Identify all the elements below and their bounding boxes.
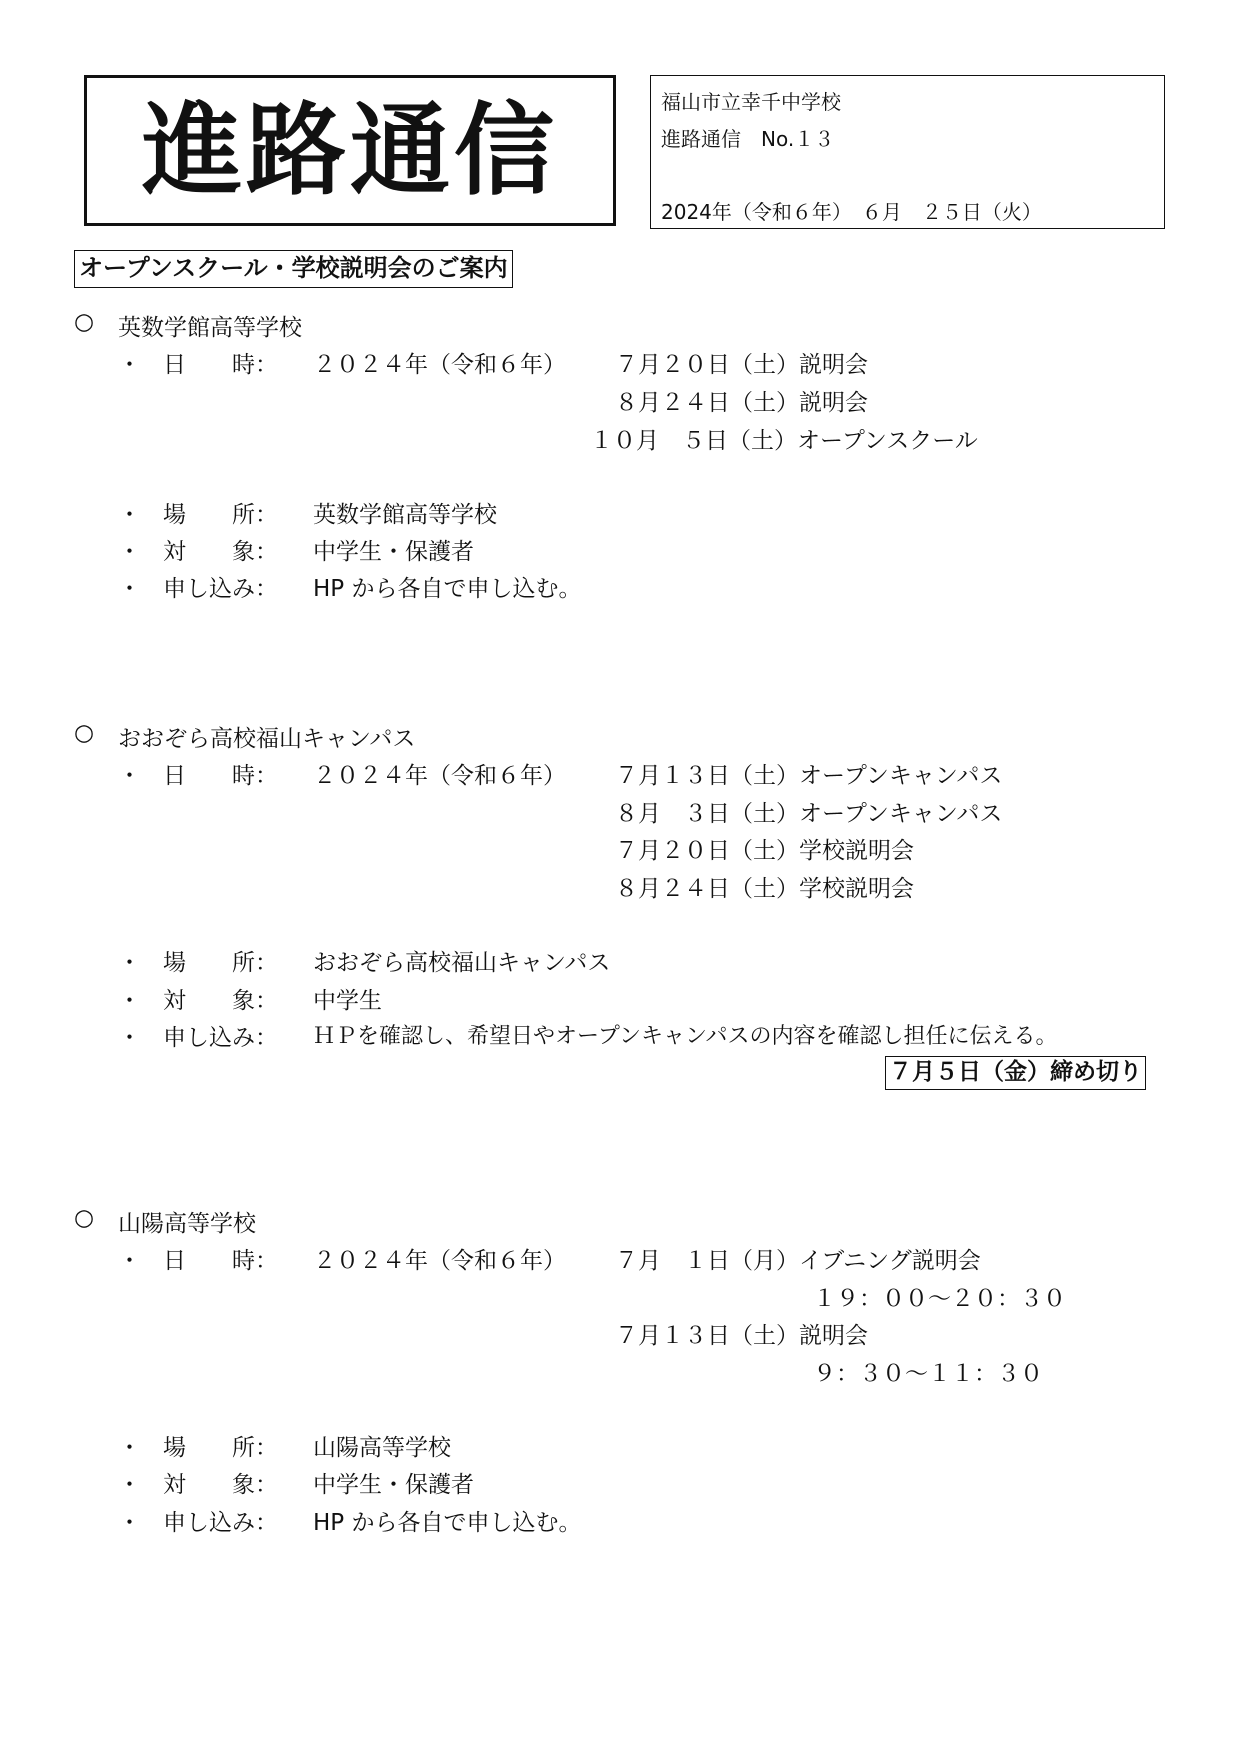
school-name: 英数学館高等学校: [118, 315, 302, 341]
place-value: 山陽高等学校: [313, 1435, 451, 1461]
apply-label: 申し込み：: [163, 1025, 278, 1051]
bullet: ・: [118, 1435, 141, 1461]
schedule-time: １９：００～２０：３０: [813, 1286, 1066, 1312]
bullet: ・: [118, 352, 141, 378]
school-name: おおぞら高校福山キャンパス: [118, 726, 416, 752]
schedule-item: ７月１３日（土）説明会: [615, 1323, 868, 1349]
school-name: 福山市立幸千中学校: [661, 90, 841, 114]
circle-marker: ○: [74, 309, 95, 335]
bullet: ・: [118, 950, 141, 976]
newsletter-title-box: [84, 75, 616, 226]
target-value: 中学生・保護者: [313, 539, 474, 565]
circle-marker: ○: [74, 720, 95, 746]
place-value: 英数学館高等学校: [313, 502, 497, 528]
deadline-badge: ７月５日（金）締め切り: [885, 1056, 1146, 1090]
section-heading: オープンスクール・学校説明会のご案内: [74, 250, 513, 288]
bullet: ・: [118, 502, 141, 528]
year-text: ２０２４年（令和６年）: [313, 352, 566, 378]
apply-label: 申し込み：: [163, 1510, 278, 1536]
schedule-item: ８月 ３日（土）オープンキャンパス: [615, 801, 1003, 827]
school-name: 山陽高等学校: [118, 1211, 256, 1237]
place-value: おおぞら高校福山キャンパス: [313, 950, 611, 976]
place-label: 場 所：: [163, 950, 278, 976]
schedule-item: ７月 １日（月）イブニング説明会: [615, 1248, 981, 1274]
circle-marker: ○: [74, 1205, 95, 1231]
target-label: 対 象：: [163, 1472, 278, 1498]
date-label: 日 時：: [163, 1248, 278, 1274]
bullet: ・: [118, 1025, 141, 1051]
bullet: ・: [118, 988, 141, 1014]
year-text: ２０２４年（令和６年）: [313, 763, 566, 789]
schedule-item: ７月２０日（土）学校説明会: [615, 838, 914, 864]
bullet: ・: [118, 576, 141, 602]
schedule-item: ８月２４日（土）学校説明会: [615, 876, 914, 902]
target-label: 対 象：: [163, 988, 278, 1014]
bullet: ・: [118, 1510, 141, 1536]
place-label: 場 所：: [163, 502, 278, 528]
target-value: 中学生: [313, 988, 382, 1014]
schedule-item: ７月１３日（土）オープンキャンパス: [615, 763, 1003, 789]
year-text: ２０２４年（令和６年）: [313, 1248, 566, 1274]
bullet: ・: [118, 539, 141, 565]
apply-value: ＨＰを確認し、希望日やオープンキャンパスの内容を確認し担任に伝える。: [313, 1024, 1058, 1049]
issue-info-box: [650, 75, 1165, 229]
schedule-item: １０月 ５日（土）オープンスクール: [590, 428, 978, 454]
issue-number: 進路通信 No.１３: [661, 127, 835, 151]
target-label: 対 象：: [163, 539, 278, 565]
schedule-item: ８月２４日（土）説明会: [615, 390, 868, 416]
schedule-time: ９：３０～１１：３０: [813, 1361, 1043, 1387]
date-label: 日 時：: [163, 352, 278, 378]
bullet: ・: [118, 1248, 141, 1274]
apply-value: HP から各自で申し込む。: [313, 576, 582, 602]
place-label: 場 所：: [163, 1435, 278, 1461]
schedule-item: ７月２０日（土）説明会: [615, 352, 868, 378]
bullet: ・: [118, 1472, 141, 1498]
apply-label: 申し込み：: [163, 576, 278, 602]
bullet: ・: [118, 763, 141, 789]
newsletter-title: 進路通信: [142, 92, 558, 209]
apply-value: HP から各自で申し込む。: [313, 1510, 582, 1536]
date-label: 日 時：: [163, 763, 278, 789]
issue-date: 2024年（令和６年） ６月 ２５日（火）: [661, 200, 1042, 224]
target-value: 中学生・保護者: [313, 1472, 474, 1498]
